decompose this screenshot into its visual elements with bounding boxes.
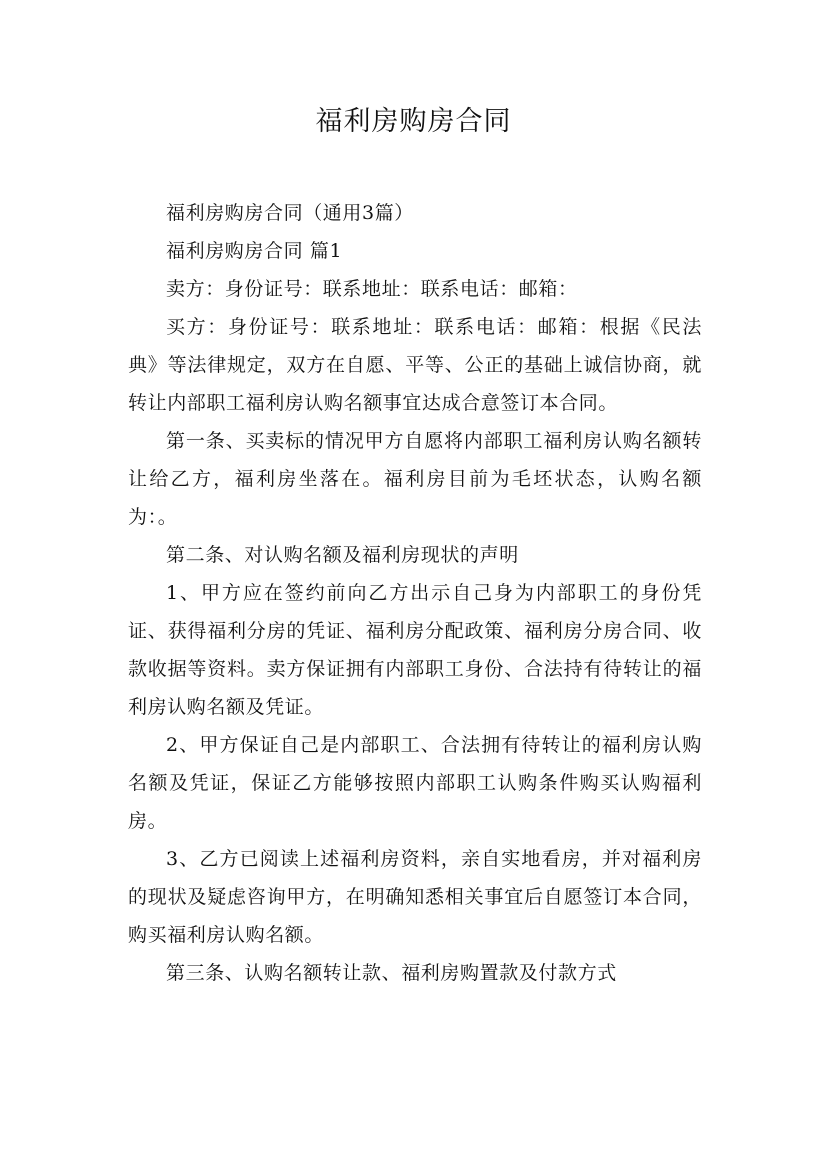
article-3-heading: 第三条、认购名额转让款、福利房购置款及付款方式 <box>166 962 617 984</box>
article-2-heading: 第二条、对认购名额及福利房现状的声明 <box>166 544 519 566</box>
clause-1-paragraph: 1、甲方应在签约前向乙方出示自己身为内部职工的身份凭证、获得福利分房的凭证、福利房分配政策、福利房分房合同、收款收据等资料。卖方保证拥有内部职工身份、合法持有待转让的福利房认购名额及凭证。 <box>128 582 702 718</box>
buyer-info-paragraph: 买方：身份证号：联系地址：联系电话：邮箱：根据《民法典》等法律规定，双方在自愿、平等、公正的基础上诚信协商，就转让内部职工福利房认购名额事宜达成合意签订本合同。 <box>128 316 702 414</box>
clause-3-paragraph: 3、乙方已阅读上述福利房资料，亲自实地看房，并对福利房的现状及疑虑咨询甲方，在明确知悉相关事宜后自愿签订本合同，购买福利房认购名额。 <box>128 848 702 946</box>
doc-heading-collection: 福利房购房合同（通用3篇） <box>166 202 414 224</box>
seller-info-paragraph: 卖方：身份证号：联系地址：联系电话：邮箱： <box>166 278 578 300</box>
article-1-paragraph: 第一条、买卖标的情况甲方自愿将内部职工福利房认购名额转让给乙方，福利房坐落在。福利房目前为毛坯状态，认购名额为：。 <box>128 430 702 528</box>
document-body <box>128 194 702 992</box>
clause-2-paragraph: 2、甲方保证自己是内部职工、合法拥有待转让的福利房认购名额及凭证，保证乙方能够按照内部职工认购条件购买认购福利房。 <box>128 734 702 832</box>
doc-heading-part-1: 福利房购房合同 篇1 <box>166 240 343 262</box>
document-title: 福利房购房合同 <box>315 106 512 137</box>
